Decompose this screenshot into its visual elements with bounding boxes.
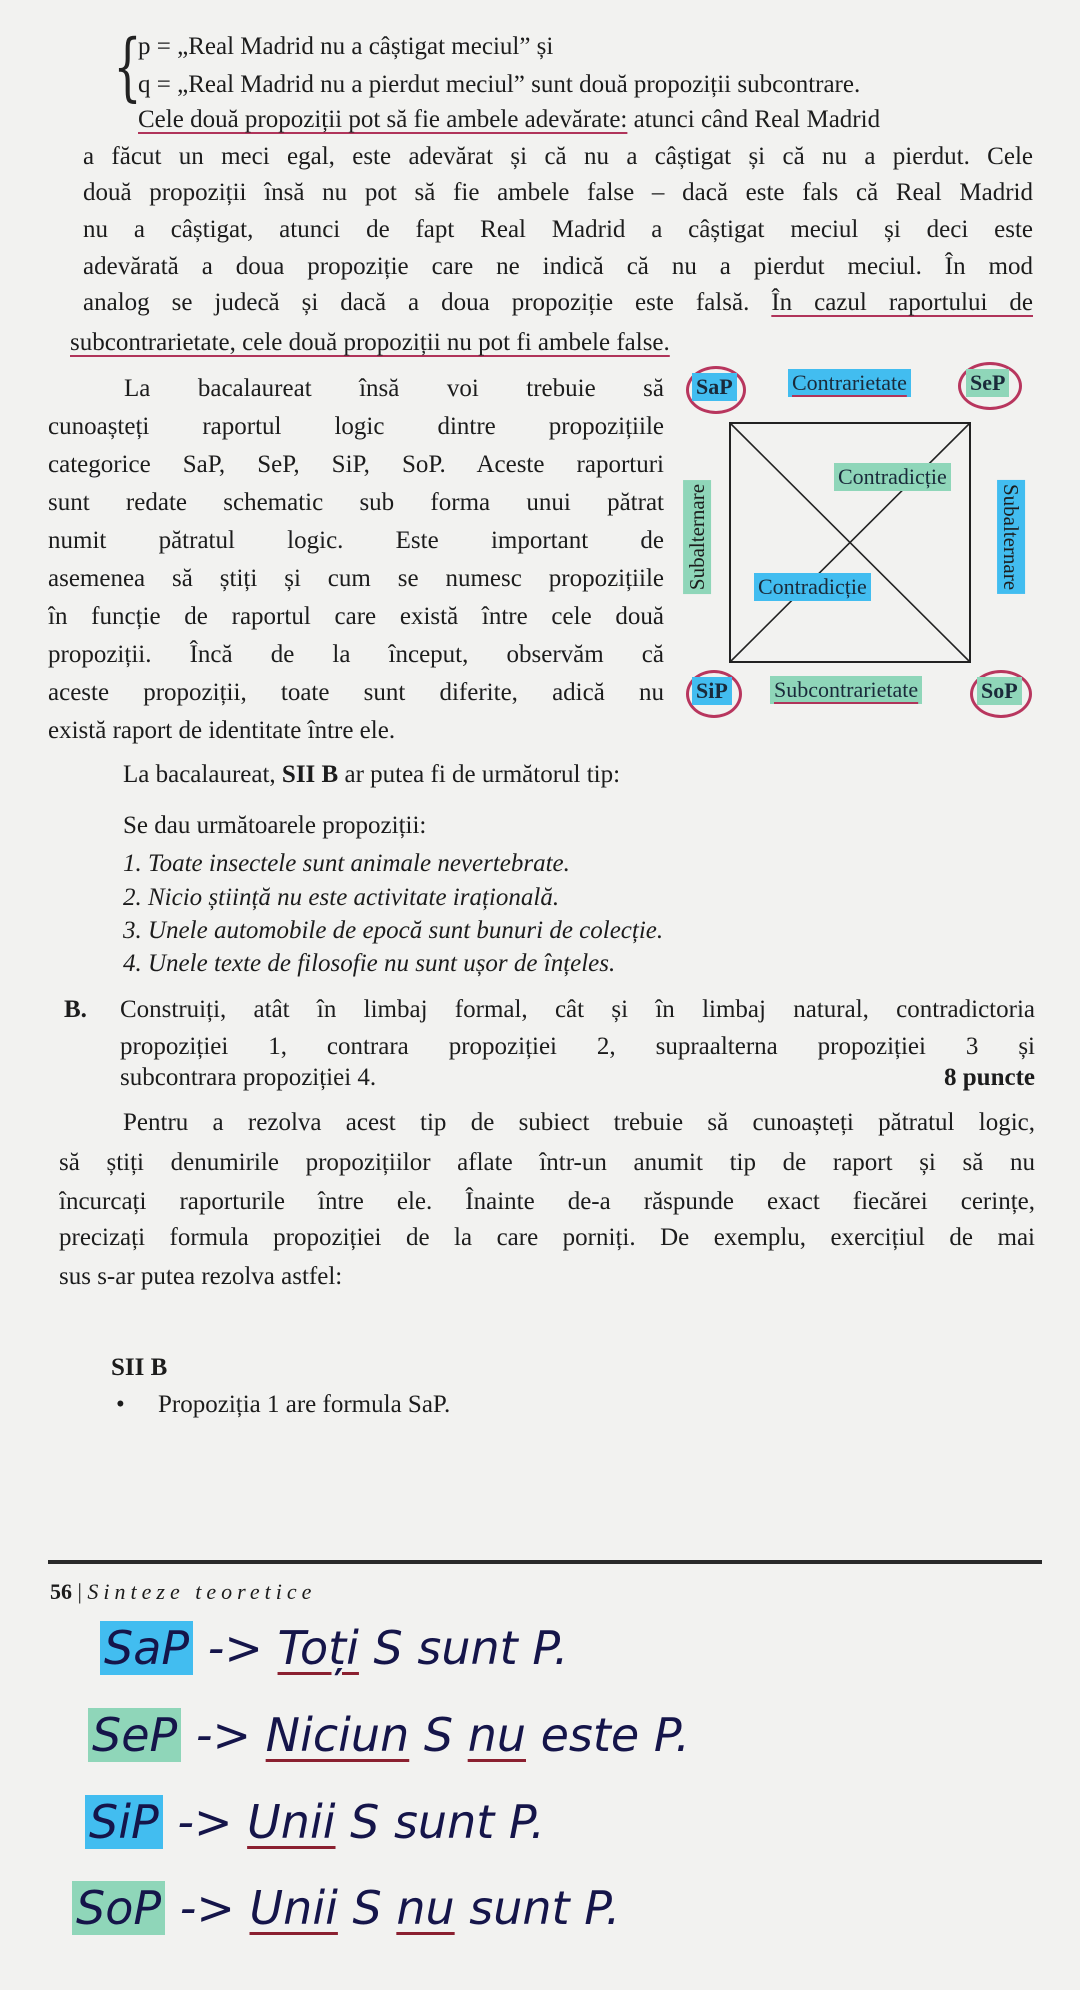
underlined-text: Cele două propoziții pot să fie ambele adevărate: <box>138 106 628 133</box>
para1-line: două propoziții însă nu pot să fie ambele false – dacă este fals că Real Madrid <box>83 179 1033 206</box>
para1-line: nu a câștigat, atunci de fapt Real Madrid a câștigat meciul și deci este <box>83 216 1033 243</box>
exam-item: 1. Toate insectele sunt animale nevertebrate. <box>123 850 570 877</box>
quantifier: Unii <box>249 1881 338 1935</box>
logic-square <box>728 421 974 665</box>
label-subalternare-right: Subalternare <box>997 480 1025 594</box>
points: 8 puncte <box>944 1064 1035 1091</box>
left-col-line: aceste propoziții, toate sunt diferite, adică nu <box>48 679 664 706</box>
left-col-line: există raport de identitate între ele. <box>48 717 396 744</box>
corner-sop: SoP <box>977 677 1022 705</box>
text: S <box>337 1881 397 1935</box>
quantifier: Unii <box>247 1795 336 1849</box>
footer-rule <box>48 1560 1042 1564</box>
underlined-text: subcontrarietate, cele două propoziții nu pot fi ambele false. <box>70 329 670 356</box>
para2-line: sus s-ar putea rezolva astfel: <box>59 1263 343 1290</box>
para2-line: precizați formula propoziției de la care porniți. De exemplu, exercițiul de mai <box>59 1224 1035 1251</box>
handwritten-line <box>100 1618 568 1678</box>
label-contradictie-lower: Contradicție <box>754 573 871 601</box>
left-col-line: categorice SaP, SeP, SiP, SoP. Aceste raporturi <box>48 451 664 478</box>
exam-intro <box>123 757 620 793</box>
task-line: propoziției 1, contrara propoziției 2, supraalterna propoziției 3 și <box>120 1033 1035 1060</box>
text: atunci când Real Madrid <box>627 106 881 133</box>
label-subalternare-left: Subalternare <box>683 480 711 594</box>
underlined-text: În cazul raportului de <box>771 289 1033 316</box>
task-letter: B. <box>64 996 87 1023</box>
exam-item: 3. Unele automobile de epocă sunt bunuri de colecție. <box>123 917 664 944</box>
separator: | <box>77 1579 82 1604</box>
quantifier: Toți <box>277 1621 359 1675</box>
handwritten-line <box>72 1878 620 1938</box>
corner-sap: SaP <box>692 373 737 401</box>
solution-heading: SII B <box>111 1354 168 1381</box>
para1-line: a făcut un meci egal, este adevărat și că nu a câștigat și că nu a pierdut. Cele <box>83 143 1033 170</box>
handwritten-line <box>88 1705 690 1765</box>
para2-line: să știți denumirile propozițiilor aflate într-un anumit tip de raport și să nu <box>59 1149 1035 1176</box>
left-col-line: numit pătratul logic. Este important de <box>48 527 664 554</box>
text: S <box>409 1708 468 1762</box>
arrow-icon: -> <box>207 1621 263 1675</box>
text: este P. <box>526 1708 690 1762</box>
para1-line <box>138 102 1032 138</box>
para1-line: adevărată a doua propoziție care ne indică că nu a pierdut meciul. În mod <box>83 253 1033 280</box>
text: ar putea fi de următorul tip: <box>338 761 621 788</box>
para1-line <box>70 325 670 361</box>
label-contradictie-upper: Contradicție <box>834 463 951 491</box>
corner-sep: SeP <box>966 369 1009 397</box>
page-number: 56 <box>50 1579 72 1604</box>
negation: nu <box>467 1708 526 1762</box>
text: S sunt P. <box>358 1621 569 1675</box>
given-label: Se dau următoarele propoziții: <box>123 812 427 839</box>
left-col-line: sunt redate schematic sub forma unui pătrat <box>48 489 664 516</box>
text: S sunt P. <box>335 1795 545 1849</box>
arrow-icon: -> <box>195 1708 252 1762</box>
corner-sip: SiP <box>692 677 732 705</box>
solution-bullet: Propoziția 1 are formula SaP. <box>158 1391 451 1418</box>
q-definition: q = „Real Madrid nu a pierdut meciul” sunt două propoziții subcontrare. <box>138 71 861 98</box>
handwritten-line <box>85 1792 545 1852</box>
text: sunt P. <box>454 1881 621 1935</box>
text: analog se judecă și dacă a doua propoziție este falsă. <box>83 289 772 316</box>
text: La bacalaureat, <box>123 761 282 788</box>
arrow-icon: -> <box>177 1795 233 1849</box>
label-contrarietate: Contrarietate <box>788 369 911 397</box>
left-col-line: asemenea să știți și cum se numesc propozițiile <box>48 565 664 592</box>
footer <box>50 1574 316 1610</box>
exam-item: 4. Unele texte de filosofie nu sunt ușor de înțeles. <box>123 950 616 977</box>
formula: SiP <box>85 1795 163 1849</box>
formula: SaP <box>100 1621 193 1675</box>
para2-line: Pentru a rezolva acest tip de subiect trebuie să cunoașteți pătratul logic, <box>123 1109 1035 1136</box>
bullet-icon: • <box>116 1391 125 1418</box>
formula: SoP <box>72 1881 165 1935</box>
left-col-line: cunoașteți raportul logic dintre propozițiile <box>48 413 664 440</box>
p-definition: p = „Real Madrid nu a câștigat meciul” și <box>138 33 554 60</box>
negation: nu <box>396 1881 455 1935</box>
arrow-icon: -> <box>179 1881 235 1935</box>
para1-line <box>83 285 1033 321</box>
text: SII B <box>281 761 339 788</box>
brace-icon: { <box>113 24 142 110</box>
label-subcontrarietate: Subcontrarietate <box>770 676 922 704</box>
left-col-line: propoziții. Încă de la început, observăm că <box>48 641 664 668</box>
exam-item: 2. Nicio știință nu este activitate irațională. <box>123 884 560 911</box>
quantifier: Niciun <box>265 1708 410 1762</box>
task-line: subcontrara propoziției 4. <box>120 1064 377 1091</box>
task-line: Construiți, atât în limbaj formal, cât și în limbaj natural, contradictoria <box>120 996 1035 1023</box>
formula: SeP <box>88 1708 181 1762</box>
left-col-line: în funcție de raportul care există între cele două <box>48 603 664 630</box>
footer-title: Sinteze teoretice <box>87 1579 317 1604</box>
para2-line: încurcați raporturile între ele. Înainte de-a răspunde exact fiecărei cerințe, <box>59 1188 1035 1215</box>
left-col-line: La bacalaureat însă voi trebuie să <box>124 375 664 402</box>
